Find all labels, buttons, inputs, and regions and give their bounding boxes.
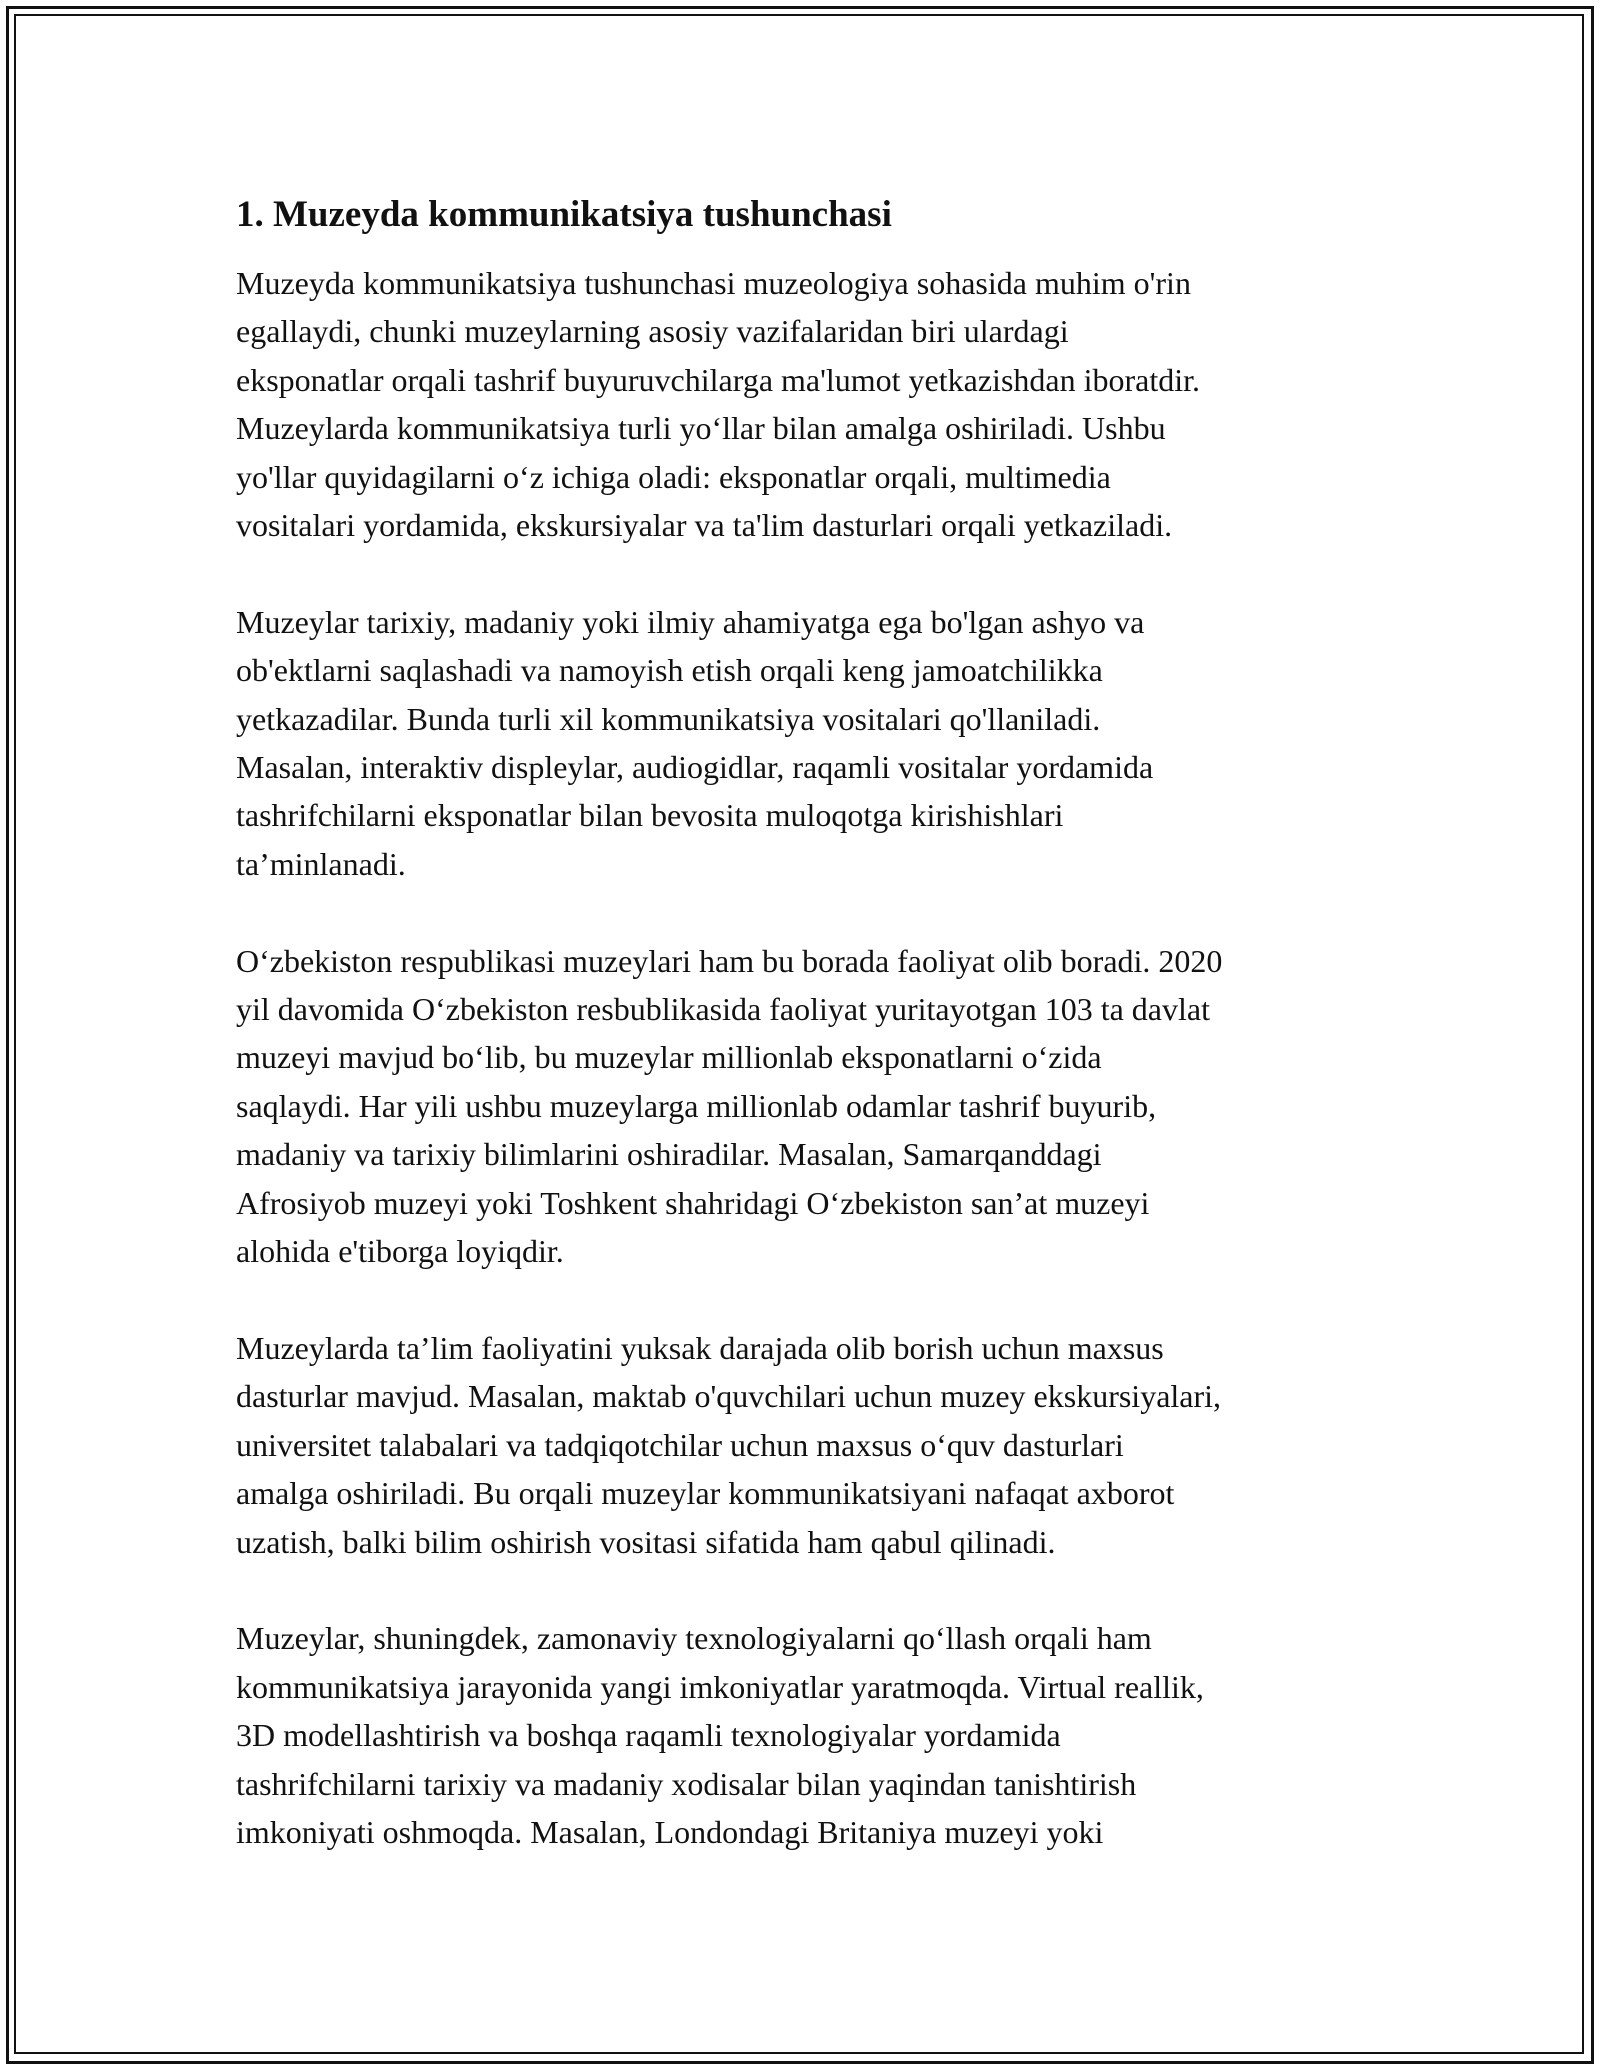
text-line: Muzeylar, shuningdek, zamonaviy texnologiyalarni qo‘llash orqali ham: [236, 1620, 1152, 1657]
text-line: madaniy va tarixiy bilimlarini oshiradilar. Masalan, Samarqanddagi: [236, 1136, 1102, 1173]
text-line: yetkazadilar. Bunda turli xil kommunikatsiya vositalari qo'llaniladi.: [236, 700, 1101, 737]
text-line: universitet talabalari va tadqiqotchilar uchun maxsus o‘quv dasturlari: [236, 1426, 1124, 1463]
text-line: ta’minlanadi.: [236, 845, 406, 882]
text-line: ob'ektlarni saqlashadi va namoyish etish orqali keng jamoatchilikka: [236, 652, 1103, 689]
text-line: Muzeylarda ta’lim faoliyatini yuksak darajada olib borish uchun maxsus: [236, 1329, 1164, 1366]
text-line: dasturlar mavjud. Masalan, maktab o'quvchilari uchun muzey ekskursiyalari,: [236, 1378, 1222, 1415]
text-line: tashrifchilarni tarixiy va madaniy xodisalar bilan yaqindan tanishtirish: [236, 1765, 1137, 1802]
text-line: yo'llar quyidagilarni o‘z ichiga oladi: eksponatlar orqali, multimedia: [236, 458, 1111, 495]
paragraph-1: [236, 259, 1376, 549]
text-line: Muzeyda kommunikatsiya tushunchasi muzeologiya sohasida muhim o'rin: [236, 265, 1191, 301]
text-line: 3D modellashtirish va boshqa raqamli texnologiyalar yordamida: [236, 1717, 1061, 1754]
document-body: [236, 187, 1376, 1905]
text-line: Afrosiyob muzeyi yoki Toshkent shahridagi O‘zbekiston san’at muzeyi: [236, 1184, 1150, 1221]
text-line: O‘zbekiston respublikasi muzeylari ham bu borada faoliyat olib boradi. 2020: [236, 942, 1223, 979]
text-line: egallaydi, chunki muzeylarning asosiy vazifalaridan biri ulardagi: [236, 313, 1069, 350]
text-line: alohida e'tiborga loyiqdir.: [236, 1233, 564, 1270]
text-line: yil davomida O‘zbekiston resbublikasida faoliyat yuritayotgan 103 ta davlat: [236, 991, 1210, 1028]
paragraph-4: [236, 1324, 1376, 1566]
text-line: muzeyi mavjud bo‘lib, bu muzeylar millionlab eksponatlarni o‘zida: [236, 1039, 1102, 1076]
paragraph-3: [236, 937, 1376, 1276]
text-line: Muzeylar tarixiy, madaniy yoki ilmiy ahamiyatga ega bo'lgan ashyo va: [236, 603, 1145, 640]
text-line: kommunikatsiya jarayonida yangi imkoniyatlar yaratmoqda. Virtual reallik,: [236, 1668, 1204, 1705]
text-line: saqlaydi. Har yili ushbu muzeylarga millionlab odamlar tashrif buyurib,: [236, 1087, 1157, 1124]
text-line: amalga oshiriladi. Bu orqali muzeylar kommunikatsiyani nafaqat axborot: [236, 1475, 1175, 1512]
paragraph-2: [236, 598, 1376, 888]
text-line: Muzeylarda kommunikatsiya turli yo‘llar bilan amalga oshiriladi. Ushbu: [236, 410, 1166, 447]
text-line: tashrifchilarni eksponatlar bilan bevosita muloqotga kirishishlari: [236, 797, 1064, 834]
text-line: eksponatlar orqali tashrif buyuruvchilarga ma'lumot yetkazishdan iboratdir.: [236, 361, 1201, 398]
text-line: uzatish, balki bilim oshirish vositasi sifatida ham qabul qilinadi.: [236, 1523, 1056, 1560]
paragraph-5: [236, 1614, 1376, 1856]
text-line: Masalan, interaktiv displeylar, audiogidlar, raqamli vositalar yordamida: [236, 749, 1154, 786]
section-heading: 1. Muzeyda kommunikatsiya tushunchasi: [236, 194, 892, 235]
text-line: imkoniyati oshmoqda. Masalan, Londondagi Britaniya muzeyi yoki: [236, 1813, 1104, 1850]
text-line: vositalari yordamida, ekskursiyalar va ta'lim dasturlari orqali yetkaziladi.: [236, 507, 1173, 544]
